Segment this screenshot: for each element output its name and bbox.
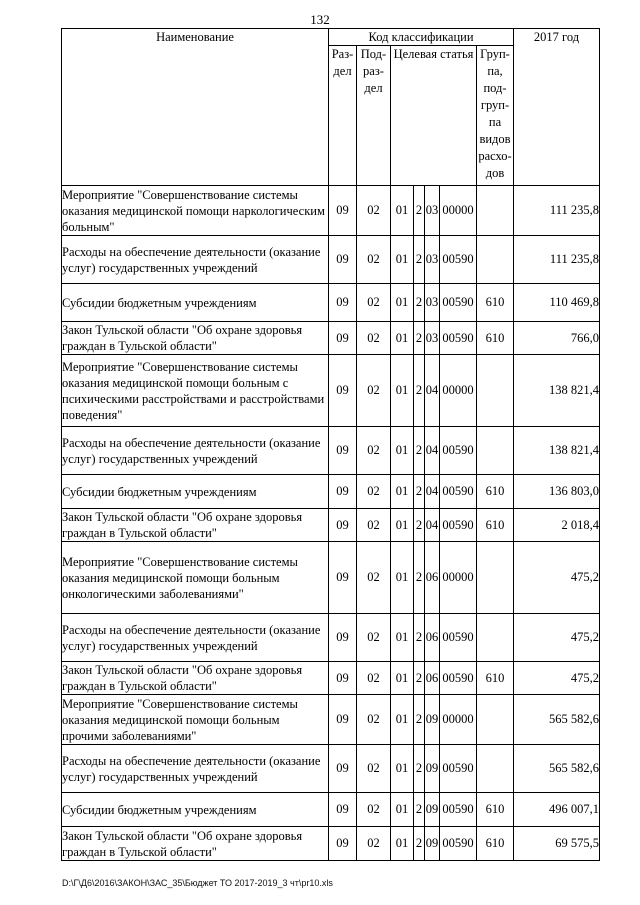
- row-cs-program: 01: [391, 284, 414, 322]
- row-cs-subprogram: 2: [414, 745, 425, 793]
- row-amount: 475,2: [514, 614, 600, 662]
- row-name: Закон Тульской области "Об охране здоровья граждан в Тульской области": [62, 322, 329, 355]
- row-razdel: 09: [329, 695, 357, 745]
- row-cs-direction: 00000: [440, 186, 477, 236]
- table-row: [62, 793, 600, 827]
- row-cs-event: 03: [425, 284, 440, 322]
- row-cs-event: 04: [425, 509, 440, 542]
- row-vid-rashodov: [477, 186, 514, 236]
- row-cs-direction: 00590: [440, 284, 477, 322]
- row-razdel: 09: [329, 355, 357, 427]
- row-cs-program: 01: [391, 475, 414, 509]
- table-row: [62, 322, 600, 355]
- row-podrazdel: 02: [357, 695, 391, 745]
- row-vid-rashodov: [477, 745, 514, 793]
- row-cs-program: 01: [391, 509, 414, 542]
- row-cs-subprogram: 2: [414, 427, 425, 475]
- row-podrazdel: 02: [357, 427, 391, 475]
- table-row: [62, 475, 600, 509]
- row-vid-rashodov: [477, 236, 514, 284]
- row-cs-event: 06: [425, 614, 440, 662]
- row-razdel: 09: [329, 284, 357, 322]
- row-name: Закон Тульской области "Об охране здоровья граждан в Тульской области": [62, 509, 329, 542]
- table-row: [62, 509, 600, 542]
- row-cs-program: 01: [391, 322, 414, 355]
- row-amount: 69 575,5: [514, 827, 600, 861]
- header-code: Код классификации: [329, 29, 514, 46]
- row-amount: 2 018,4: [514, 509, 600, 542]
- table-row: [62, 614, 600, 662]
- budget-table: [61, 28, 600, 861]
- table-row: [62, 662, 600, 695]
- row-name: Мероприятие "Совершенствование системы оказания медицинской помощи больным с психическими расстройствами и расстройствами поведения": [62, 355, 329, 427]
- row-razdel: 09: [329, 614, 357, 662]
- row-amount: 110 469,8: [514, 284, 600, 322]
- row-name: Расходы на обеспечение деятельности (оказание услуг) государственных учреждений: [62, 427, 329, 475]
- row-amount: 111 235,8: [514, 186, 600, 236]
- row-vid-rashodov: 610: [477, 284, 514, 322]
- row-razdel: 09: [329, 745, 357, 793]
- row-vid-rashodov: [477, 542, 514, 614]
- header-razdel: Раз- дел: [329, 46, 357, 186]
- row-amount: 138 821,4: [514, 355, 600, 427]
- row-podrazdel: 02: [357, 284, 391, 322]
- row-razdel: 09: [329, 475, 357, 509]
- row-cs-direction: 00590: [440, 793, 477, 827]
- row-vid-rashodov: 610: [477, 827, 514, 861]
- row-podrazdel: 02: [357, 745, 391, 793]
- row-cs-program: 01: [391, 186, 414, 236]
- row-cs-subprogram: 2: [414, 827, 425, 861]
- row-cs-program: 01: [391, 427, 414, 475]
- row-razdel: 09: [329, 793, 357, 827]
- row-cs-direction: 00590: [440, 236, 477, 284]
- table-row: [62, 542, 600, 614]
- row-razdel: 09: [329, 542, 357, 614]
- row-vid-rashodov: [477, 614, 514, 662]
- row-cs-program: 01: [391, 745, 414, 793]
- row-cs-event: 06: [425, 662, 440, 695]
- row-amount: 138 821,4: [514, 427, 600, 475]
- row-cs-direction: 00590: [440, 427, 477, 475]
- table-row: [62, 427, 600, 475]
- row-amount: 766,0: [514, 322, 600, 355]
- row-razdel: 09: [329, 427, 357, 475]
- row-cs-subprogram: 2: [414, 355, 425, 427]
- row-cs-event: 09: [425, 695, 440, 745]
- row-vid-rashodov: 610: [477, 475, 514, 509]
- header-celevaya-statya: Целевая статья: [391, 46, 477, 186]
- row-cs-event: 03: [425, 322, 440, 355]
- row-podrazdel: 02: [357, 186, 391, 236]
- row-cs-program: 01: [391, 793, 414, 827]
- row-podrazdel: 02: [357, 509, 391, 542]
- file-path-footer: D:\Г\Д6\2016\ЗАКОН\ЗАС_35\Бюджет ТО 2017-2019_3 чт\pr10.xls: [62, 878, 333, 888]
- row-cs-subprogram: 2: [414, 542, 425, 614]
- row-cs-program: 01: [391, 614, 414, 662]
- row-cs-program: 01: [391, 236, 414, 284]
- row-podrazdel: 02: [357, 614, 391, 662]
- row-cs-subprogram: 2: [414, 509, 425, 542]
- row-cs-subprogram: 2: [414, 662, 425, 695]
- row-podrazdel: 02: [357, 542, 391, 614]
- row-cs-program: 01: [391, 827, 414, 861]
- row-amount: 475,2: [514, 542, 600, 614]
- table-row: [62, 186, 600, 236]
- row-cs-event: 04: [425, 475, 440, 509]
- table-row: [62, 355, 600, 427]
- row-cs-subprogram: 2: [414, 186, 425, 236]
- row-vid-rashodov: [477, 695, 514, 745]
- row-cs-direction: 00590: [440, 827, 477, 861]
- row-cs-subprogram: 2: [414, 236, 425, 284]
- row-cs-direction: 00590: [440, 614, 477, 662]
- row-name: Субсидии бюджетным учреждениям: [62, 475, 329, 509]
- row-amount: 565 582,6: [514, 745, 600, 793]
- row-cs-event: 03: [425, 236, 440, 284]
- row-name: Субсидии бюджетным учреждениям: [62, 793, 329, 827]
- row-vid-rashodov: 610: [477, 322, 514, 355]
- row-razdel: 09: [329, 662, 357, 695]
- row-cs-program: 01: [391, 355, 414, 427]
- row-cs-direction: 00590: [440, 745, 477, 793]
- row-cs-direction: 00590: [440, 322, 477, 355]
- row-name: Расходы на обеспечение деятельности (оказание услуг) государственных учреждений: [62, 745, 329, 793]
- table-row: [62, 236, 600, 284]
- table-row: [62, 745, 600, 793]
- row-cs-subprogram: 2: [414, 695, 425, 745]
- row-cs-event: 03: [425, 186, 440, 236]
- row-vid-rashodov: [477, 355, 514, 427]
- row-cs-direction: 00590: [440, 662, 477, 695]
- header-podrazdel: Под- раз- дел: [357, 46, 391, 186]
- row-name: Мероприятие "Совершенствование системы оказания медицинской помощи больным онкологическими заболеваниями": [62, 542, 329, 614]
- row-cs-program: 01: [391, 542, 414, 614]
- table-row: [62, 827, 600, 861]
- row-podrazdel: 02: [357, 827, 391, 861]
- row-razdel: 09: [329, 322, 357, 355]
- row-name: Закон Тульской области "Об охране здоровья граждан в Тульской области": [62, 827, 329, 861]
- row-podrazdel: 02: [357, 475, 391, 509]
- table-row: [62, 695, 600, 745]
- table-row: [62, 284, 600, 322]
- row-podrazdel: 02: [357, 793, 391, 827]
- row-cs-direction: 00000: [440, 542, 477, 614]
- header-name: Наименование: [62, 29, 329, 186]
- row-razdel: 09: [329, 236, 357, 284]
- row-amount: 475,2: [514, 662, 600, 695]
- row-cs-subprogram: 2: [414, 614, 425, 662]
- row-name: Расходы на обеспечение деятельности (оказание услуг) государственных учреждений: [62, 614, 329, 662]
- row-cs-direction: 00590: [440, 509, 477, 542]
- row-razdel: 09: [329, 827, 357, 861]
- row-cs-event: 09: [425, 827, 440, 861]
- row-cs-event: 04: [425, 355, 440, 427]
- row-podrazdel: 02: [357, 662, 391, 695]
- row-cs-event: 09: [425, 793, 440, 827]
- row-name: Расходы на обеспечение деятельности (оказание услуг) государственных учреждений: [62, 236, 329, 284]
- row-cs-subprogram: 2: [414, 284, 425, 322]
- row-vid-rashodov: 610: [477, 662, 514, 695]
- row-name: Закон Тульской области "Об охране здоровья граждан в Тульской области": [62, 662, 329, 695]
- row-cs-direction: 00000: [440, 695, 477, 745]
- row-amount: 565 582,6: [514, 695, 600, 745]
- row-name: Мероприятие "Совершенствование системы оказания медицинской помощи больным прочими заболеваниями": [62, 695, 329, 745]
- row-podrazdel: 02: [357, 236, 391, 284]
- row-amount: 496 007,1: [514, 793, 600, 827]
- row-amount: 111 235,8: [514, 236, 600, 284]
- row-cs-event: 09: [425, 745, 440, 793]
- row-cs-direction: 00000: [440, 355, 477, 427]
- row-vid-rashodov: 610: [477, 509, 514, 542]
- row-razdel: 09: [329, 186, 357, 236]
- row-name: Мероприятие "Совершенствование системы оказания медицинской помощи наркологическим больным": [62, 186, 329, 236]
- row-cs-direction: 00590: [440, 475, 477, 509]
- row-cs-event: 06: [425, 542, 440, 614]
- row-vid-rashodov: [477, 427, 514, 475]
- row-cs-program: 01: [391, 695, 414, 745]
- row-vid-rashodov: 610: [477, 793, 514, 827]
- header-year: 2017 год: [514, 29, 600, 186]
- row-razdel: 09: [329, 509, 357, 542]
- row-amount: 136 803,0: [514, 475, 600, 509]
- row-cs-subprogram: 2: [414, 322, 425, 355]
- row-name: Субсидии бюджетным учреждениям: [62, 284, 329, 322]
- header-gruppa-vidov-rashodov: Груп- па, под- груп- па видов расхо- дов: [477, 46, 514, 186]
- row-podrazdel: 02: [357, 355, 391, 427]
- row-cs-event: 04: [425, 427, 440, 475]
- row-podrazdel: 02: [357, 322, 391, 355]
- row-cs-subprogram: 2: [414, 475, 425, 509]
- row-cs-program: 01: [391, 662, 414, 695]
- row-cs-subprogram: 2: [414, 793, 425, 827]
- page-number: 132: [310, 12, 330, 27]
